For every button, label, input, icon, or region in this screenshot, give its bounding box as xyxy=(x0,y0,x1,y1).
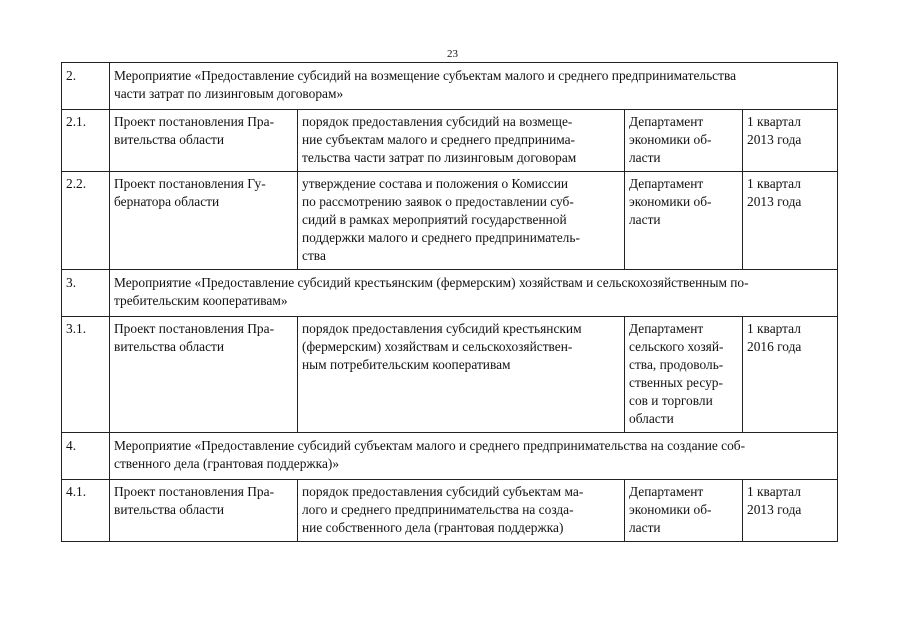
item-responsible-line: ства, продоволь- xyxy=(629,357,724,372)
item-content-line: (фермерским) хозяйствам и сельскохозяйствен- xyxy=(302,339,573,354)
item-content-line: лого и среднего предпринимательства на созда- xyxy=(302,502,574,517)
page-number: 23 xyxy=(447,48,458,60)
item-content-line: сидий в рамках мероприятий государственной xyxy=(302,212,567,227)
item-responsible xyxy=(625,110,743,172)
item-content-line: тельства части затрат по лизинговым договорам xyxy=(302,150,577,165)
item-number-line: 2.1. xyxy=(66,114,87,129)
section-title xyxy=(110,433,838,480)
item-number-line: 2.2. xyxy=(66,176,87,191)
section-title-line: ственного дела (грантовая поддержка)» xyxy=(114,456,340,471)
item-responsible-line: ласти xyxy=(629,520,661,535)
item-responsible xyxy=(625,480,743,542)
item-term-line: 1 квартал xyxy=(747,321,801,336)
item-number-line: 4.1. xyxy=(66,484,87,499)
item-content xyxy=(298,110,625,172)
section-title xyxy=(110,63,838,110)
item-responsible-line: Департамент xyxy=(629,321,704,336)
measures-table xyxy=(61,62,838,542)
section-number xyxy=(62,63,110,110)
item-term-line: 1 квартал xyxy=(747,114,801,129)
item-term xyxy=(743,172,838,270)
item-document xyxy=(110,110,298,172)
item-content xyxy=(298,172,625,270)
section-title-line: Мероприятие «Предоставление субсидий крестьянским (фермерским) хозяйствам и сельскохозяйственным по- xyxy=(114,275,749,290)
item-responsible-line: Департамент xyxy=(629,176,704,191)
item-document-line: вительства области xyxy=(114,132,225,147)
item-responsible-line: области xyxy=(629,411,674,426)
item-number xyxy=(62,172,110,270)
section-number-line: 2. xyxy=(66,68,77,83)
item-content-line: поддержки малого и среднего предприниматель- xyxy=(302,230,580,245)
item-content-line: ние субъектам малого и среднего предпринима- xyxy=(302,132,576,147)
item-content-line: порядок предоставления субсидий крестьянским xyxy=(302,321,582,336)
table-row xyxy=(62,480,838,542)
item-document-line: Проект постановления Гу- xyxy=(114,176,266,191)
section-title-line: Мероприятие «Предоставление субсидий субъектам малого и среднего предпринимательства на создание соб- xyxy=(114,438,746,453)
section-number-line: 3. xyxy=(66,275,77,290)
item-number xyxy=(62,480,110,542)
item-number xyxy=(62,317,110,433)
item-responsible-line: Департамент xyxy=(629,114,704,129)
item-content-line: ства xyxy=(302,248,326,263)
item-number-line: 3.1. xyxy=(66,321,87,336)
section-number xyxy=(62,433,110,480)
table-row xyxy=(62,172,838,270)
item-content-line: порядок предоставления субсидий на возмеще- xyxy=(302,114,573,129)
item-document-line: Проект постановления Пра- xyxy=(114,484,275,499)
section-title-line: требительским кооперативам» xyxy=(114,293,288,308)
section-row xyxy=(62,270,838,317)
item-responsible-line: экономики об- xyxy=(629,194,712,209)
item-term xyxy=(743,110,838,172)
item-number xyxy=(62,110,110,172)
item-content-line: утверждение состава и положения о Комиссии xyxy=(302,176,569,191)
item-responsible-line: сельского хозяй- xyxy=(629,339,724,354)
item-content-line: порядок предоставления субсидий субъектам ма- xyxy=(302,484,584,499)
item-term-line: 2013 года xyxy=(747,194,802,209)
item-content-line: ным потребительским кооперативам xyxy=(302,357,511,372)
item-responsible-line: экономики об- xyxy=(629,502,712,517)
item-content-line: ние собственного дела (грантовая поддержка) xyxy=(302,520,564,535)
item-document xyxy=(110,172,298,270)
section-title-line: части затрат по лизинговым договорам» xyxy=(114,86,344,101)
table-row xyxy=(62,110,838,172)
item-term-line: 2013 года xyxy=(747,502,802,517)
item-content xyxy=(298,317,625,433)
item-responsible xyxy=(625,317,743,433)
section-title-line: Мероприятие «Предоставление субсидий на возмещение субъектам малого и среднего предпринимательства xyxy=(114,68,737,83)
item-document-line: бернатора области xyxy=(114,194,220,209)
item-content-line: по рассмотрению заявок о предоставлении суб- xyxy=(302,194,574,209)
item-document-line: Проект постановления Пра- xyxy=(114,321,275,336)
item-responsible-line: сов и торговли xyxy=(629,393,713,408)
item-document-line: вительства области xyxy=(114,502,225,517)
item-term-line: 2016 года xyxy=(747,339,802,354)
section-title xyxy=(110,270,838,317)
item-term xyxy=(743,317,838,433)
item-responsible-line: ласти xyxy=(629,212,661,227)
item-content xyxy=(298,480,625,542)
item-term-line: 1 квартал xyxy=(747,484,801,499)
item-term xyxy=(743,480,838,542)
item-responsible-line: ственных ресур- xyxy=(629,375,723,390)
measures-table-body xyxy=(62,63,838,542)
section-row xyxy=(62,433,838,480)
item-responsible-line: экономики об- xyxy=(629,132,712,147)
item-document xyxy=(110,480,298,542)
item-document-line: Проект постановления Пра- xyxy=(114,114,275,129)
section-number xyxy=(62,270,110,317)
table-row xyxy=(62,317,838,433)
item-responsible xyxy=(625,172,743,270)
item-document-line: вительства области xyxy=(114,339,225,354)
item-responsible-line: Департамент xyxy=(629,484,704,499)
item-responsible-line: ласти xyxy=(629,150,661,165)
section-number-line: 4. xyxy=(66,438,77,453)
item-document xyxy=(110,317,298,433)
section-row xyxy=(62,63,838,110)
item-term-line: 2013 года xyxy=(747,132,802,147)
item-term-line: 1 квартал xyxy=(747,176,801,191)
